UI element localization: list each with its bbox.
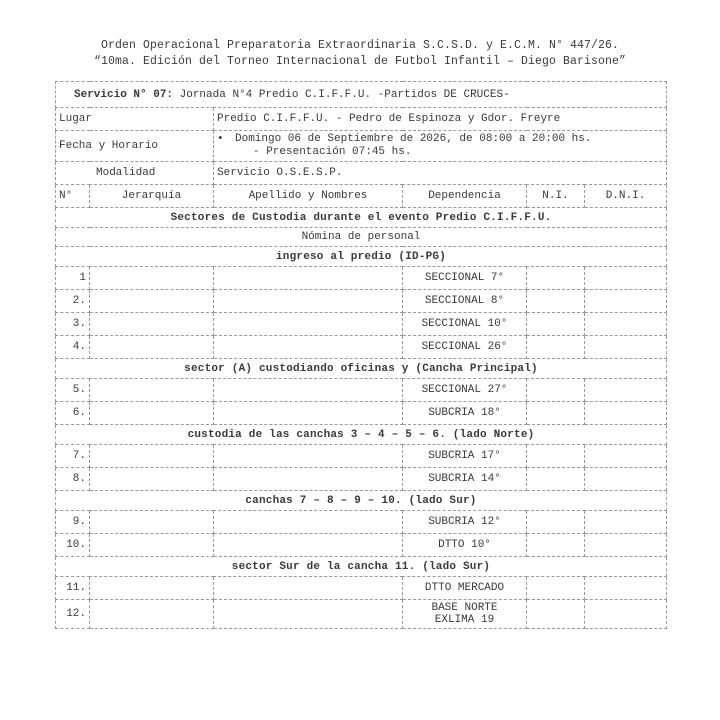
custody-title-row (56, 208, 667, 228)
nomina-row (56, 228, 667, 247)
dependencia-line-2: EXLIMA 19 (434, 614, 495, 626)
row-jerarquia (90, 445, 214, 468)
row-dni (585, 577, 667, 600)
dependencia-line-1: BASE NORTE (431, 602, 498, 614)
row-apellido (214, 511, 403, 534)
section-title: sector Sur de la cancha 11. (lado Sur) (56, 557, 667, 577)
section-title: sector (A) custodiando oficinas y (Cancha Principal) (56, 359, 667, 379)
col-header-n: N° (56, 185, 90, 208)
row-jerarquia (90, 511, 214, 534)
service-text: Jornada N°4 Predio C.I.F.F.U. -Partidos DE CRUCES- (173, 88, 510, 101)
table-row (56, 511, 667, 534)
section-header-row (56, 491, 667, 511)
row-ni (527, 445, 585, 468)
modalidad-value: Servicio O.S.E.S.P. (214, 162, 667, 185)
row-number: 8. (56, 468, 90, 491)
table-row (56, 445, 667, 468)
row-dni (585, 290, 667, 313)
table-row (56, 267, 667, 290)
row-number: 2. (56, 290, 90, 313)
row-jerarquia (90, 336, 214, 359)
service-label: Servicio N° 07: (74, 88, 174, 101)
row-apellido (214, 468, 403, 491)
row-ni (527, 468, 585, 491)
col-header-dependencia: Dependencia (403, 185, 527, 208)
bullet-icon: • (217, 133, 224, 145)
row-dni (585, 534, 667, 557)
lugar-value: Predio C.I.F.F.U. - Pedro de Espinoza y Gdor. Freyre (214, 108, 667, 131)
col-header-dni: D.N.I. (585, 185, 667, 208)
lugar-row (56, 108, 667, 131)
row-ni (527, 336, 585, 359)
section-title: custodia de las canchas 3 – 4 – 5 – 6. (lado Norte) (56, 425, 667, 445)
table-row (56, 402, 667, 425)
fecha-label: Fecha y Horario (56, 131, 214, 162)
row-dependencia: SECCIONAL 7° (403, 267, 527, 290)
row-number: 4. (56, 336, 90, 359)
row-dni (585, 267, 667, 290)
row-apellido (214, 336, 403, 359)
row-number: 11. (56, 577, 90, 600)
row-dependencia: SECCIONAL 27° (403, 379, 527, 402)
row-apellido (214, 577, 403, 600)
row-jerarquia (90, 468, 214, 491)
row-number: 9. (56, 511, 90, 534)
row-apellido (214, 267, 403, 290)
table-row (56, 336, 667, 359)
table-row (56, 577, 667, 600)
row-number: 12. (56, 600, 90, 629)
row-apellido (214, 402, 403, 425)
table-row (56, 313, 667, 336)
section-header-row (56, 247, 667, 267)
table-row (56, 534, 667, 557)
row-jerarquia (90, 534, 214, 557)
row-apellido (214, 445, 403, 468)
table-row (56, 379, 667, 402)
row-dni (585, 600, 667, 629)
row-dni (585, 402, 667, 425)
col-header-ni: N.I. (527, 185, 585, 208)
row-dependencia: SUBCRIA 18° (403, 402, 527, 425)
row-dependencia: SUBCRIA 12° (403, 511, 527, 534)
table-row (56, 290, 667, 313)
row-dni (585, 445, 667, 468)
row-apellido (214, 313, 403, 336)
row-apellido (214, 379, 403, 402)
row-dni (585, 313, 667, 336)
row-ni (527, 379, 585, 402)
row-dependencia: SUBCRIA 17° (403, 445, 527, 468)
row-dependencia (403, 600, 527, 629)
section-header-row (56, 425, 667, 445)
row-dependencia: SECCIONAL 8° (403, 290, 527, 313)
row-ni (527, 511, 585, 534)
section-header-row (56, 359, 667, 379)
row-dependencia: SUBCRIA 14° (403, 468, 527, 491)
service-title-row (56, 82, 667, 108)
row-apellido (214, 534, 403, 557)
row-ni (527, 534, 585, 557)
row-ni (527, 313, 585, 336)
row-number: 10. (56, 534, 90, 557)
modalidad-label: Modalidad (56, 162, 214, 185)
section-header-row (56, 557, 667, 577)
row-dependencia: DTTO MERCADO (403, 577, 527, 600)
row-dependencia: SECCIONAL 26° (403, 336, 527, 359)
row-dependencia: DTTO 10° (403, 534, 527, 557)
row-number: 5. (56, 379, 90, 402)
nomina-label: Nómina de personal (56, 228, 667, 247)
row-ni (527, 600, 585, 629)
table-row (56, 600, 667, 629)
section-title: canchas 7 – 8 – 9 – 10. (lado Sur) (56, 491, 667, 511)
row-ni (527, 290, 585, 313)
row-apellido (214, 600, 403, 629)
row-ni (527, 267, 585, 290)
fecha-line-2: - Presentación 07:45 hs. (253, 146, 412, 158)
row-jerarquia (90, 577, 214, 600)
table-row (56, 468, 667, 491)
row-jerarquia (90, 402, 214, 425)
row-dni (585, 336, 667, 359)
row-jerarquia (90, 290, 214, 313)
row-apellido (214, 290, 403, 313)
row-number: 3. (56, 313, 90, 336)
fecha-value (214, 131, 667, 162)
fecha-line-1: Domingo 06 de Septiembre de 2026, de 08:00 a 20:00 hs. (235, 133, 592, 145)
header-line-2: “10ma. Edición del Torneo Internacional de Futbol Infantil – Diego Barisone” (93, 55, 627, 68)
document-header (0, 38, 720, 70)
row-jerarquia (90, 379, 214, 402)
row-dni (585, 511, 667, 534)
row-dni (585, 379, 667, 402)
row-jerarquia (90, 313, 214, 336)
col-header-jerarquia: Jerarquía (90, 185, 214, 208)
row-dni (585, 468, 667, 491)
row-number: 7. (56, 445, 90, 468)
service-table (55, 81, 667, 629)
row-ni (527, 577, 585, 600)
column-header-row (56, 185, 667, 208)
row-number: 1 (56, 267, 90, 290)
custody-title: Sectores de Custodia durante el evento Predio C.I.F.F.U. (56, 208, 667, 228)
section-title: ingreso al predio (ID-PG) (56, 247, 667, 267)
fecha-row (56, 131, 667, 162)
row-ni (527, 402, 585, 425)
lugar-label: Lugar (56, 108, 214, 131)
row-jerarquia (90, 600, 214, 629)
row-dependencia: SECCIONAL 10° (403, 313, 527, 336)
modalidad-row (56, 162, 667, 185)
col-header-apellido: Apellido y Nombres (214, 185, 403, 208)
service-title (56, 82, 667, 108)
row-jerarquia (90, 267, 214, 290)
header-line-1: Orden Operacional Preparatoria Extraordinaria S.C.S.D. y E.C.M. N° 447/26. (100, 39, 620, 52)
row-number: 6. (56, 402, 90, 425)
